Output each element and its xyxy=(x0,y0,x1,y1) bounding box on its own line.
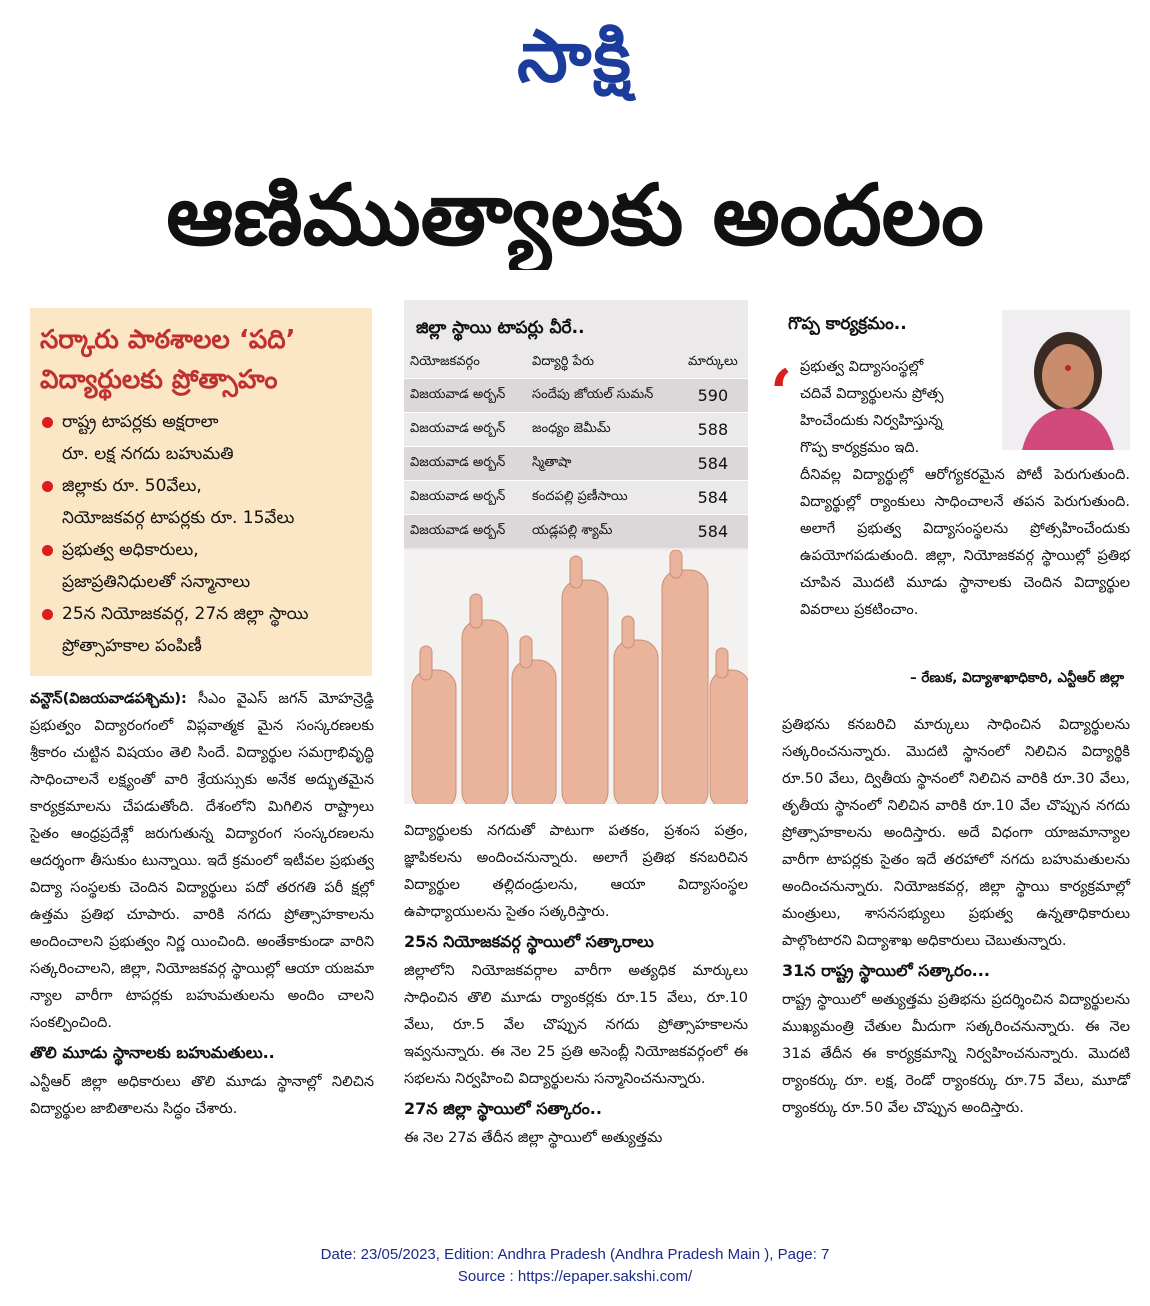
article-paragraph xyxy=(30,686,374,1037)
subheading: 31న రాష్ట్ర స్థాయిలో సత్కారం... xyxy=(782,961,990,980)
highlights-box xyxy=(30,308,372,676)
subheading: 25న నియోజకవర్గ స్థాయిలో సత్కారాలు xyxy=(404,932,654,951)
footer xyxy=(0,1244,1150,1288)
highlight-line: ప్రోత్సాహకాల పంపిణీ xyxy=(62,636,202,656)
subheading: తొలి మూడు స్థానాలకు బహుమతులు.. xyxy=(30,1043,275,1062)
article-paragraph: ప్రతిభను కనబరిచి మార్కులు సాధించిన విద్యార్థులను సత్కరించనున్నారు. మొదటి స్థానంలో నిలిచిన విద్యార్థికి రూ.50 వేలు, ద్వితీయ స్థానంలో నిలిచిన వారికి రూ.30 వేలు, తృతీయ స్థానంలో నిలిచిన వారికి రూ.10 వేల చొప్పున నగదు ప్రోత్సాహకాలను అందిస్తారు. అదే విధంగా యాజమాన్యాల వారీగా టాపర్లకు సైతం ఇదే తరహాలో నగదు బహుమతులను అందించనున్నారు. నియోజకవర్గ, జిల్లా స్థాయి కార్యక్రమాల్లో మంత్రులు, శాసనసభ్యులు ప్రభుత్వ ఉన్నతాధికారులు పాల్గొంటారని విద్యాశాఖ అధికారులు చెబుతున్నారు. xyxy=(782,717,1130,949)
table-cell: యడ్లపల్లి శ్యామ్ xyxy=(526,515,678,549)
table-row xyxy=(404,447,748,481)
highlights-title-line1: సర్కారు పాఠశాలల ‘పది’ xyxy=(40,325,296,355)
table-cell: విజయవాడ అర్బన్ xyxy=(404,379,526,413)
column-header: నియోజకవర్గం xyxy=(410,354,480,369)
quote-line: చదివే విద్యార్థులను ప్రోత్స xyxy=(800,386,944,402)
toppers-box xyxy=(404,300,748,804)
table-row xyxy=(404,413,748,447)
table-cell: సందేపు జోయల్ సుమన్ xyxy=(526,379,678,413)
article-column-2 xyxy=(404,818,748,1152)
table-row xyxy=(404,481,748,515)
article-paragraph: రాష్ట్ర స్థాయిలో అత్యుత్తమ ప్రతిభను ప్రదర్శించిన విద్యార్థులను ముఖ్యమంత్రి చేతుల మీదుగా సత్కరించనున్నారు. ఈ నెల 31వ తేదీన ఈ కార్యక్రమాన్ని నిర్వహించనున్నారు. మొదటి ర్యాంకర్కు రూ. లక్ష, రెండో ర్యాంకర్కు రూ.75 వేలు, మూడో ర్యాంకర్కు రూ.50 వేల చొప్పున అందిస్తారు. xyxy=(782,992,1130,1116)
table-cell: విజయవాడ అర్బన్ xyxy=(404,515,526,549)
highlight-line: రూ. లక్ష నగదు బహుమతి xyxy=(62,444,234,464)
highlight-item xyxy=(40,406,362,470)
table-cell: 588 xyxy=(678,413,748,447)
highlight-line: రాష్ట్ర టాపర్లకు అక్షరాలా xyxy=(62,412,219,432)
quote-line: ప్రభుత్వ విద్యాసంస్థల్లో xyxy=(800,359,924,375)
table-row xyxy=(404,379,748,413)
table-cell: 584 xyxy=(678,481,748,515)
quote-line: హించేందుకు నిర్వహిస్తున్న xyxy=(800,413,943,429)
highlights-list xyxy=(40,406,362,662)
quote-mark-icon: ‘ xyxy=(770,356,793,431)
thumbs-up-hands-image xyxy=(404,550,748,804)
bullet-icon xyxy=(42,417,53,428)
table-cell: విజయవాడ అర్బన్ xyxy=(404,447,526,481)
quote-body xyxy=(800,354,1130,624)
highlight-line: జిల్లాకు రూ. 50వేలు, xyxy=(62,476,202,496)
table-cell: 584 xyxy=(678,515,748,549)
bullet-icon xyxy=(42,481,53,492)
table-row xyxy=(404,515,748,549)
quote-signature: – రేణుక, విద్యాశాఖాధికారి, ఎన్టీఆర్ జిల్లా xyxy=(909,670,1124,686)
article-paragraph: ఈ నెల 27వ తేదీన జిల్లా స్థాయిలో అత్యుత్తమ xyxy=(404,1130,663,1146)
bullet-icon xyxy=(42,609,53,620)
footer-source: Source : https://epaper.sakshi.com/ xyxy=(457,1268,693,1285)
highlight-line: 25న నియోజకవర్గ, 27న జిల్లా స్థాయి xyxy=(62,604,309,624)
table-cell: కందపల్లి ప్రణీసాయి xyxy=(526,481,678,515)
toppers-title: జిల్లా స్థాయి టాపర్లు వీరే.. xyxy=(416,318,585,338)
subheading: 27న జిల్లా స్థాయిలో సత్కారం.. xyxy=(404,1099,602,1118)
table-cell: 590 xyxy=(678,379,748,413)
table-cell: జంధ్యం జెమీమ్ xyxy=(526,413,678,447)
masthead xyxy=(0,10,1150,102)
article-paragraph: విద్యార్థులకు నగదుతో పాటుగా పతకం, ప్రశంస పత్రం, జ్ఞాపికలను అందించనున్నారు. అలాగే ప్రతిభ కనబరిచిన విద్యార్థుల తల్లిదండ్రులను, ఆయా విద్యాసంస్థల ఉపాధ్యాయులను సైతం సత్కరిస్తారు. xyxy=(404,823,748,920)
article-column-1 xyxy=(30,686,374,1123)
highlight-line: ప్రభుత్వ అధికారులు, xyxy=(62,540,199,560)
table-cell: 584 xyxy=(678,447,748,481)
table-cell: విజయవాడ అర్బన్ xyxy=(404,481,526,515)
highlight-item xyxy=(40,534,362,598)
quote-title: గొప్ప కార్యక్రమం.. xyxy=(788,314,907,334)
footer-date-edition: Date: 23/05/2023, Edition: Andhra Pradesh (Andhra Pradesh Main ), Page: 7 xyxy=(320,1246,830,1263)
highlight-line: నియోజకవర్గ టాపర్లకు రూ. 15వేలు xyxy=(62,508,295,528)
quote-box xyxy=(770,300,1130,696)
paragraph-text: సీఎం వైఎస్ జగన్ మోహన్రెడ్డి ప్రభుత్వం విద్యారంగంలో విప్లవాత్మక మైన సంస్కరణలకు శ్రీకారం చుట్టిన విషయం తెలి సిందే. విద్యార్థుల సమగ్రాభివృద్ధి సాధించాలనే లక్ష్యంతో వారి శ్రేయస్సుకు అనేక అద్భుతమైన కార్యక్రమాలను చేపడుతోంది. దేశంలోని మిగిలిన రాష్ట్రాలు సైతం ఆంధ్రప్రదేశ్లో జరుగుతున్న విద్యారంగ సంస్కరణలను ఆదర్శంగా తీసుకుం టున్నాయి. ఇదే క్రమంలో ఇటీవల ప్రభుత్వ విద్యా సంస్థలకు చెందిన విద్యార్థులు పదో తరగతి పరీ క్షల్లో ఉత్తమ ప్రతిభ చూపారు. వారికి నగదు ప్రోత్సాహకాలను అందించాలని ప్రభుత్వం నిర్ణ యించింది. అంతేకాకుండా వారిని సత్కరించాలని, జిల్లా, నియోజకవర్గ స్థాయిల్లో ఆయా యజమా న్యాల వారీగా టాపర్లకు బహుమతులను అందిం చాలని సంకల్పించింది. xyxy=(30,691,374,1031)
article-paragraph: జిల్లాలోని నియోజకవర్గాల వారీగా అత్యధిక మార్కులు సాధించిన తొలి మూడు ర్యాంకర్లకు రూ.15 వేలు, రూ.10 వేలు, రూ.5 వేల చొప్పున నగదు ప్రోత్సాహకాలను ఇవ్వనున్నారు. ఈ నెల 25 ప్రతి అసెంబ్లీ నియోజకవర్గంలో ఈ సభలను నిర్వహించి విద్యార్థులను సన్మానించనున్నారు. xyxy=(404,963,748,1087)
highlight-line: ప్రజాప్రతినిధులతో సన్మానాలు xyxy=(62,572,251,592)
column-header: విద్యార్థి పేరు xyxy=(532,354,595,369)
article-paragraph: ఎన్టీఆర్ జిల్లా అధికారులు తొలి మూడు స్థానాల్లో నిలిచిన విద్యార్థుల జాబితాలను సిద్ధం చేశారు. xyxy=(30,1074,374,1117)
dateline: వన్టౌన్(విజయవాడపశ్చిమ): xyxy=(30,691,187,707)
article-column-3 xyxy=(782,712,1130,1122)
sakshi-logo: సాక్షి xyxy=(517,14,633,98)
table-cell: విజయవాడ అర్బన్ xyxy=(404,413,526,447)
column-header: మార్కులు xyxy=(687,354,738,369)
quote-text: దీనివల్ల విద్యార్థుల్లో ఆరోగ్యకరమైన పోటీ పెరుగుతుంది. విద్యార్థుల్లో ర్యాంకులు సాధించాలనే తపన పెరుగుతుంది. అలాగే ప్రభుత్వ విద్యాసంస్థలను ప్రోత్సహించేందుకు ఉపయోగపడుతుంది. జిల్లా, నియోజకవర్గ స్థాయిల్లో ప్రతిభ చూపిన మొదటి మూడు స్థానాలకు చెందిన విద్యార్థుల వివరాలు ప్రకటించాం. xyxy=(800,467,1130,618)
highlights-title-line2: విద్యార్థులకు ప్రోత్సాహం xyxy=(40,365,278,395)
bullet-icon xyxy=(42,545,53,556)
headline: ఆణిముత్యాలకు అందలం xyxy=(166,166,984,264)
table-header-row xyxy=(404,348,748,379)
quote-line: గొప్ప కార్యక్రమం ఇది. xyxy=(800,440,920,456)
highlight-item xyxy=(40,470,362,534)
highlight-item xyxy=(40,598,362,662)
toppers-table xyxy=(404,348,748,548)
table-cell: స్మితాషా xyxy=(526,447,678,481)
